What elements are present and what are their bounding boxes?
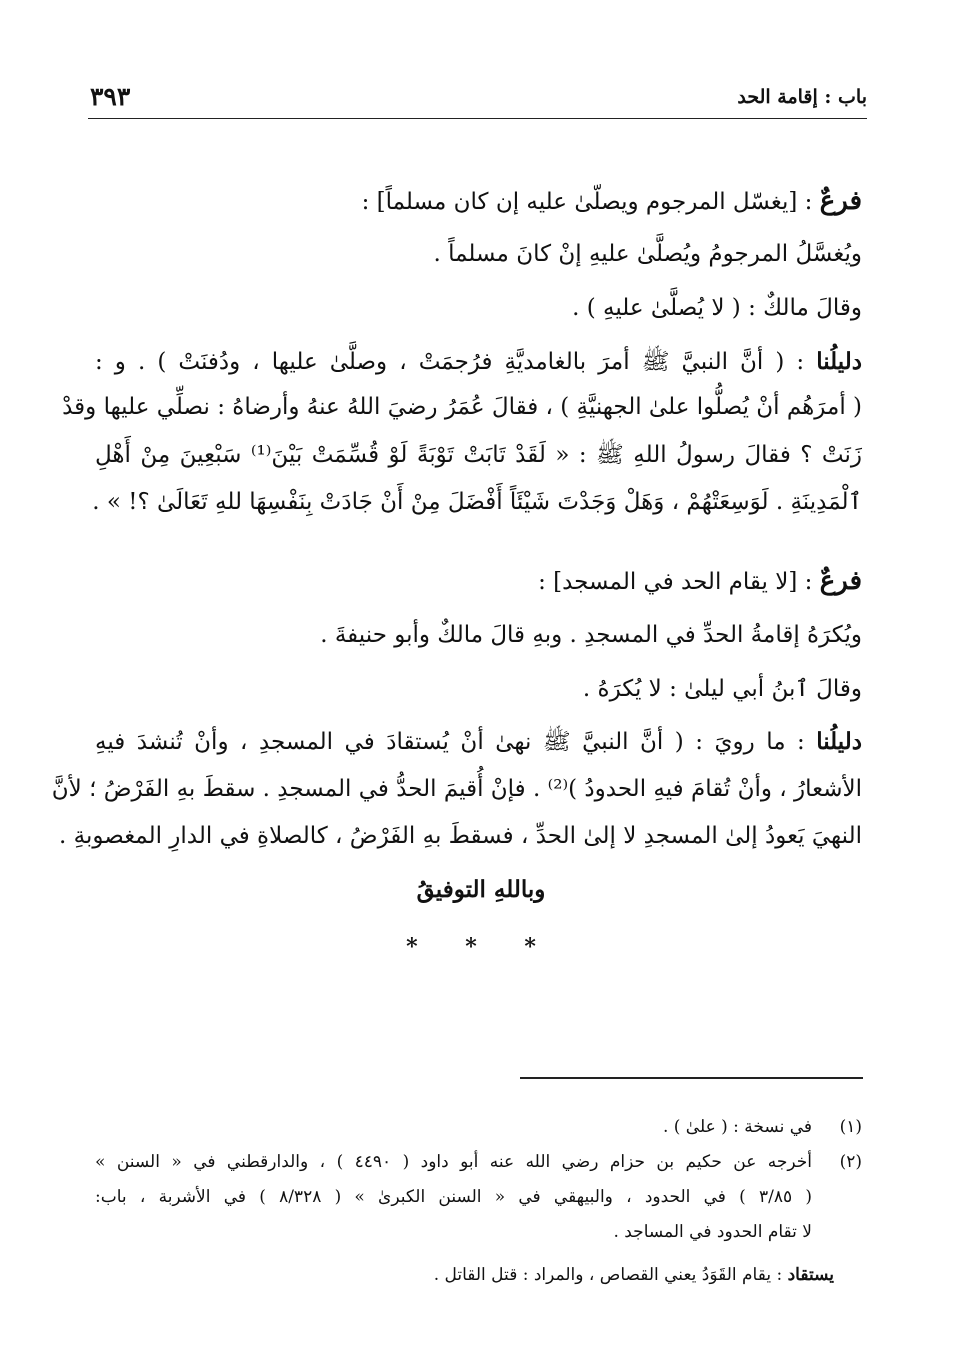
footnote-1-number: (١) [839, 1117, 862, 1137]
section2-line2: وقالَ ٱبنُ أبي ليلىٰ : لا يُكرَهُ . [582, 676, 862, 702]
section1-heading-text: : [يغسّل المرجوم ويصلّىٰ عليه إن كان مسلماً] : [361, 189, 820, 215]
section2-line1: ويُكرَهُ إقامةُ الحدِّ في المسجدِ . وبهِ قالَ مالكٌ وأبو حنيفةَ . [320, 622, 862, 648]
running-header [88, 84, 867, 114]
footnote-2-line2: ( ٣/٨٥ ) في الحدود ، والبيهقي في « السنن الكبرىٰ » ( ٨/٣٢٨ ) في الأشربة ، باب: [95, 1187, 812, 1207]
footnote-2-line3: لا تقام الحدود في المساجد . [613, 1222, 812, 1242]
glossary-note [434, 1265, 834, 1285]
footnote-divider [520, 1077, 863, 1079]
section1-line1: ويُغسَّلُ المرجومُ ويُصلَّىٰ عليهِ إنْ كانَ مسلماً . [433, 241, 862, 267]
closing-phrase: وباللهِ التوفيقُ [416, 876, 546, 903]
header-divider [88, 118, 867, 119]
footnote-2-number: (٢) [839, 1152, 862, 1172]
section2-paragraph-text1: : ما رويَ : ( أنَّ النبيَّ ﷺ نهىٰ أنْ يُستقادَ في المسجدِ ، وأنْ تُنشدَ فيهِ [95, 729, 817, 755]
section1-line2: وقالَ مالكٌ : ( لا يُصلَّىٰ عليهِ ) . [572, 295, 862, 321]
section2-paragraph-line2: الأشعارُ ، وأنْ تُقامَ فيهِ الحدودُ )⁽²⁾ . فإنْ أُقيمَ الحدُّ في المسجدِ . سقطَ بهِ الفَرْضُ ؛ لأنَّ [51, 776, 862, 802]
section2-heading [538, 566, 862, 597]
branch-label: فرعٌ [819, 566, 862, 596]
evidence-label: دليلُنا [816, 728, 862, 755]
section2-heading-text: : [لا يقام الحد في المسجد] : [538, 569, 820, 595]
page-number: ٣٩٣ [90, 82, 131, 111]
section1-paragraph-line3: زَنَتْ ؟ فقالَ رسولُ اللهِ ﷺ : « لَقَدْ تَابَتْ تَوْبَةً لَوْ قُسِّمَتْ بَيْنَ⁽¹⁾ سَبْعِينَ مِنْ أَهْلِ [95, 442, 862, 468]
branch-label: فرعٌ [819, 186, 862, 216]
section1-heading [362, 186, 862, 217]
footnote-2-line1: أخرجه عن حكيم بن حزام رضي الله عنه أبو داود ( ٤٤٩٠ ) ، والدارقطني في « السنن » [95, 1152, 813, 1172]
glossary-term: يستقاد [787, 1265, 834, 1285]
chapter-title: باب : إقامة الحد [737, 86, 867, 108]
section1-paragraph-text1: : ( أنَّ النبيَّ ﷺ أمرَ بالغامديَّةِ فرُجمَتْ ، وصلَّىٰ عليها ، ودُفنَتْ ) . و : [95, 349, 817, 375]
section-separator-stars: * * * [406, 934, 556, 960]
section1-paragraph-line1 [95, 348, 862, 377]
footnote-1-text: في نسخة : ( علىٰ ) . [662, 1117, 812, 1137]
section1-paragraph-line4: ٱلْمَدِينَةِ . لَوَسِعَتْهُمْ ، وَهَلْ وَجَدْتَ شَيْئَاً أَفْضَلَ مِنْ أَنْ جَادَتْ بِنَفْسِهَا للهِ تَعَالَىٰ ؟! » . [92, 489, 862, 515]
section2-paragraph-line3: النهيَ يَعودُ إلىٰ المسجدِ لا إلىٰ الحدِّ ، فسقطَ بهِ الفَرْضُ ، كالصلاةِ في الدارِ المغصوبةِ . [59, 823, 862, 849]
section2-paragraph-line1 [95, 728, 862, 757]
glossary-definition: : يقام القَوَدُ يعني القصاص ، والمراد : قتل القاتل . [433, 1265, 788, 1285]
section1-paragraph-line2: ( أمرَهُم أنْ يُصلُّوا علىٰ الجهنيَّةِ ) ، فقالَ عُمَرُ رضيَ اللهُ عنهُ وأرضاهُ : نصلِّي عليها وقدْ [62, 394, 862, 420]
evidence-label: دليلُنا [816, 348, 862, 375]
